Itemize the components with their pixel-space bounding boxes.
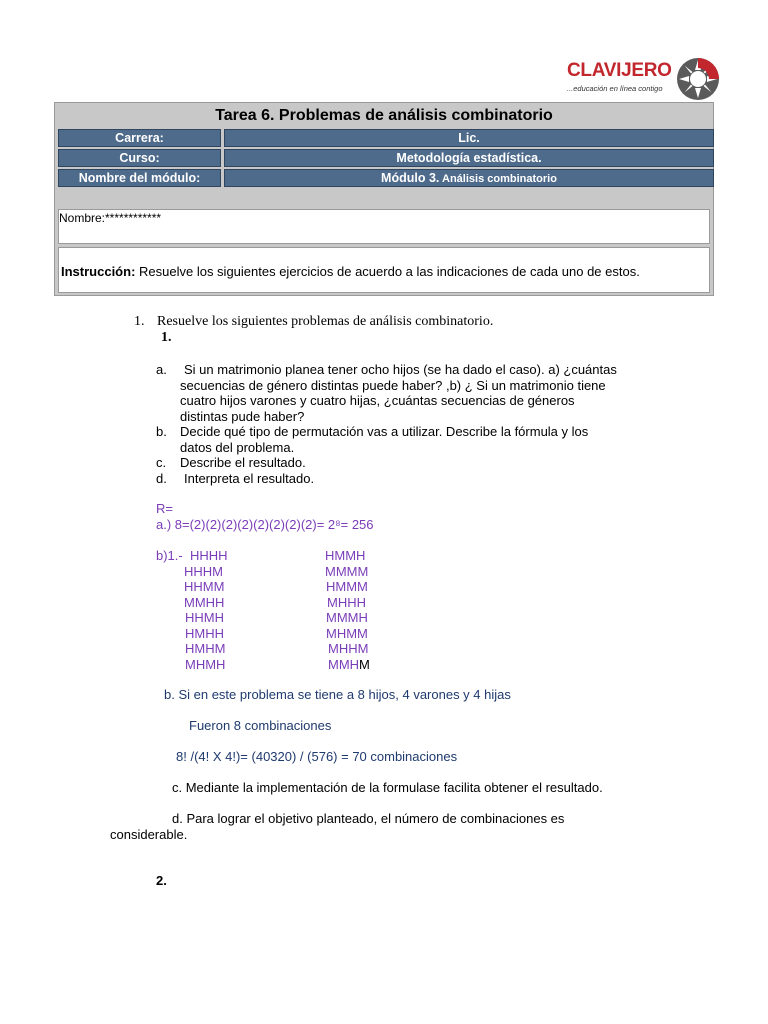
modulo-subject: Análisis combinatorio bbox=[439, 173, 557, 185]
question-a-line-2: secuencias de género distintas puede haber? ,b) ¿ Si un matrimonio tiene bbox=[180, 377, 606, 393]
seq-col2-1: MMMM bbox=[325, 563, 369, 579]
curso-value: Metodología estadística. bbox=[224, 149, 714, 167]
answer-formula: 8! /(4! X 4!)= (40320) / (576) = 70 combinaciones bbox=[176, 749, 458, 764]
gear-logo-icon bbox=[675, 56, 721, 102]
question-a-marker: a. bbox=[156, 362, 167, 377]
item-2-number: 2. bbox=[156, 873, 167, 888]
answer-a-line: a.) 8=(2)(2)(2)(2)(2)(2)(2)(2)= 2⁸= 256 bbox=[156, 517, 374, 532]
instruction-text: Resuelve los siguientes ejercicios de acuerdo a las indicaciones de cada uno de estos. bbox=[135, 264, 640, 279]
carrera-value: Lic. bbox=[224, 129, 714, 147]
assignment-header-table bbox=[54, 102, 714, 296]
seq-col1-3: MMHH bbox=[184, 594, 225, 610]
seq-col1-5: HMHH bbox=[185, 625, 224, 641]
sub-item-1-number: 1. bbox=[161, 330, 172, 345]
seq-col2-7 bbox=[328, 657, 370, 673]
seq-col2-7-main: MMH bbox=[328, 656, 360, 672]
seq-col1-4: HHMH bbox=[185, 610, 224, 625]
logo-name: CLAVIJERO bbox=[567, 60, 672, 81]
seq-col1-1: HHHM bbox=[184, 563, 223, 579]
answer-d-text-2: considerable. bbox=[110, 826, 188, 842]
question-d-marker: d. bbox=[156, 470, 167, 486]
answer-d-text-1: d. Para lograr el objetivo planteado, el número de combinaciones es bbox=[172, 811, 565, 826]
instruction-label: Instrucción: bbox=[61, 264, 136, 279]
item-1-text: Resuelve los siguientes problemas de análisis combinatorio. bbox=[157, 314, 494, 329]
modulo-number: Módulo 3. bbox=[381, 171, 440, 185]
seq-col2-2: HMMM bbox=[326, 579, 368, 594]
clavijero-logo bbox=[565, 56, 721, 102]
seq-col2-7-suffix: M bbox=[359, 656, 370, 672]
seq-col1-7: MHMH bbox=[185, 656, 226, 672]
question-a-line-3: cuatro hijos varones y cuatro hijas, ¿cuántas secuencias de géneros bbox=[180, 393, 575, 408]
question-a-line-1: Si un matrimonio planea tener ocho hijos (se ha dado el caso). a) ¿cuántas bbox=[184, 362, 617, 377]
assignment-title: Tarea 6. Problemas de análisis combinatorio bbox=[215, 107, 553, 124]
seq-col2-6: MHHM bbox=[328, 641, 369, 656]
question-d-text: Interpreta el resultado. bbox=[184, 470, 315, 486]
answer-r-label: R= bbox=[156, 501, 173, 516]
student-name-field bbox=[58, 209, 710, 244]
modulo-label: Nombre del módulo: bbox=[58, 169, 221, 187]
carrera-label: Carrera: bbox=[58, 129, 221, 147]
seq-col2-5: MHMM bbox=[326, 625, 368, 641]
item-1-number: 1. bbox=[134, 314, 145, 329]
answer-b-prefix: b)1.- bbox=[156, 548, 183, 563]
logo-tagline: ...educación en línea contigo bbox=[567, 84, 663, 93]
question-b-marker: b. bbox=[156, 424, 167, 439]
question-a-line-4: distintas pude haber? bbox=[180, 408, 305, 424]
answer-c-text: c. Mediante la implementación de la formulase facilita obtener el resultado. bbox=[172, 780, 603, 795]
question-b-line-1: Decide qué tipo de permutación vas a utilizar. Describe la fórmula y los bbox=[180, 424, 589, 439]
question-b-line-2: datos del problema. bbox=[180, 439, 295, 455]
seq-col1-6: HMHM bbox=[185, 641, 226, 656]
modulo-value bbox=[224, 169, 714, 187]
seq-col1-0: HHHH bbox=[190, 548, 228, 563]
instruction-box bbox=[58, 247, 710, 293]
question-c-text: Describe el resultado. bbox=[180, 455, 306, 470]
curso-label: Curso: bbox=[58, 149, 221, 167]
seq-col2-3: MHHH bbox=[327, 594, 366, 610]
seq-col1-2: HHMM bbox=[184, 579, 225, 594]
answer-b-text: b. Si en este problema se tiene a 8 hijos, 4 varones y 4 hijas bbox=[164, 687, 511, 702]
question-c-marker: c. bbox=[156, 455, 167, 470]
seq-col2-0: HMMH bbox=[325, 548, 366, 563]
student-name: Nombre:************ bbox=[59, 211, 162, 225]
answer-fueron: Fueron 8 combinaciones bbox=[189, 718, 332, 733]
seq-col2-4: MMMH bbox=[326, 610, 368, 625]
